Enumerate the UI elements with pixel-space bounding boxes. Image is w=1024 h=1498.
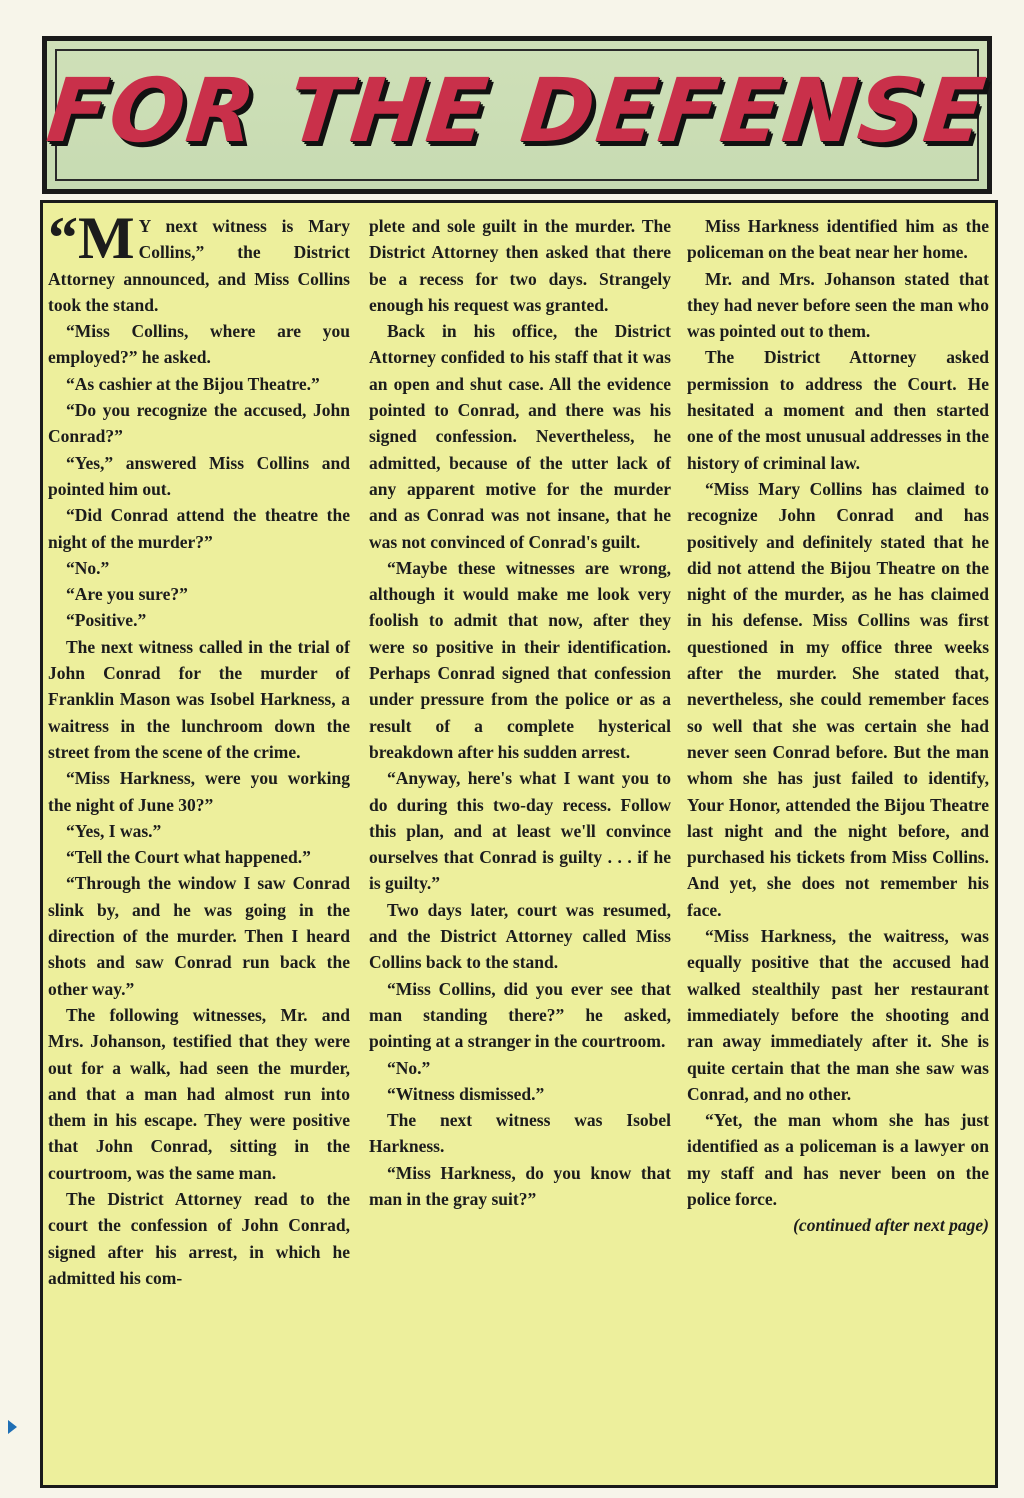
paragraph: “Do you recognize the accused, John Conrad?” [48, 400, 350, 447]
paragraph: plete and sole guilt in the murder. The District Attorney then asked that there be a recess for two days. Strangely enough his request was granted. [369, 216, 671, 315]
paragraph: “Miss Harkness, were you working the night of June 30?” [48, 768, 350, 815]
paragraph: “Yet, the man whom she has just identified as a policeman is a lawyer on my staff and has never been on the police force. [687, 1110, 989, 1209]
paragraph: “Miss Mary Collins has claimed to recognize John Conrad and has positively and definitely stated that he did not attend the Bijou Theatre on the night of the murder, as he has claimed in his defense. Miss Collins was first questioned in my office three weeks after the murder. She stated that, nevertheless, she could remember faces so well that she was certain she had never seen Conrad before. But the man whom she has just failed to identify, Your Honor, attended the Bijou Theatre last night and the night before, and purchased his tickets from Miss Collins. And yet, she does not remember his face. [687, 478, 989, 920]
text-column-3 [687, 213, 989, 1239]
title-banner [42, 36, 992, 194]
paragraph: “Witness dismissed.” [387, 1083, 545, 1104]
continued-note: (continued after next page) [793, 1215, 989, 1236]
story-text-panel [40, 200, 998, 1488]
text-column-2 [369, 213, 671, 1212]
paragraph: The following witnesses, Mr. and Mrs. Johanson, testified that they were out for a walk, had seen the murder, and that a man had almost run into them in his escape. They were positive that John Conrad, sitting in the courtroom, was the same man. [48, 1004, 350, 1183]
paragraph: “Tell the Court what happened.” [66, 847, 311, 868]
paragraph: “Miss Harkness, do you know that man in the gray suit?” [369, 1162, 671, 1209]
paragraph: “Yes,” answered Miss Collins and pointed him out. [48, 452, 350, 499]
paragraph: “Did Conrad attend the theatre the night of the murder?” [48, 505, 350, 552]
drop-cap-letter: M [78, 205, 135, 271]
drop-cap-quote: “ [48, 205, 78, 271]
paragraph: “Anyway, here's what I want you to do during this two-day recess. Follow this plan, and at least we'll convince ourselves that Conrad is guilty . . . if he is guilty.” [369, 768, 671, 894]
paragraph-text: Y next witness is Mary Collins,” the District Attorney announced, and Miss Collins took the stand. [48, 216, 350, 315]
page-edge-mark [8, 1420, 17, 1434]
paragraph: The next witness called in the trial of John Conrad for the murder of Franklin Mason was Isobel Harkness, a waitress in the lunchroom down the street from the scene of the crime. [48, 636, 350, 762]
paragraph: “No.” [66, 557, 110, 578]
paragraph: “Miss Collins, where are you employed?” he asked. [48, 321, 350, 368]
paragraph: “No.” [387, 1057, 431, 1078]
story-title: FOR THE DEFENSE [42, 59, 992, 162]
paragraph [48, 205, 350, 318]
paragraph: “Maybe these witnesses are wrong, although it would make me look very foolish to admit that now, after they were so positive in their identification. Perhaps Conrad signed that confession under pressure from the police or as a result of a complete hysterical breakdown after his sudden arrest. [369, 557, 671, 762]
paragraph: Mr. and Mrs. Johanson stated that they had never before seen the man who was pointed out to them. [687, 268, 989, 342]
text-column-1 [48, 205, 350, 1291]
paragraph: “Are you sure?” [66, 584, 188, 605]
paragraph: “Miss Harkness, the waitress, was equally positive that the accused had walked stealthily past her restaurant immediately before the shooting and ran away immediately after it. She is quite certain that the man she saw was Conrad, and no other. [687, 926, 989, 1104]
paragraph: Two days later, court was resumed, and the District Attorney called Miss Collins back to the stand. [369, 899, 671, 973]
paragraph: The next witness was Isobel Harkness. [369, 1110, 671, 1157]
paragraph: “Through the window I saw Conrad slink by, and he was going in the direction of the murder. Then I heard shots and saw Conrad run back the other way.” [48, 873, 350, 999]
paragraph: “Miss Collins, did you ever see that man standing there?” he asked, pointing at a stranger in the courtroom. [369, 978, 671, 1052]
paragraph: Back in his office, the District Attorney confided to his staff that it was an open and shut case. All the evidence pointed to Conrad, and there was his signed confession. Nevertheless, he admitted, because of the utter lack of any apparent motive for the murder and as Conrad was not insane, that he was not convinced of Conrad's guilt. [369, 321, 671, 552]
drop-cap [48, 205, 135, 271]
paragraph: The District Attorney read to the court the confession of John Conrad, signed after his arrest, in which he admitted his com- [48, 1188, 350, 1288]
paragraph: The District Attorney asked permission to address the Court. He hesitated a moment and then started one of the most unusual addresses in the history of criminal law. [687, 347, 989, 473]
paragraph: “Positive.” [66, 610, 147, 631]
paragraph: “As cashier at the Bijou Theatre.” [66, 373, 320, 394]
paragraph: “Yes, I was.” [66, 820, 162, 841]
paragraph: Miss Harkness identified him as the policeman on the beat near her home. [687, 216, 989, 263]
